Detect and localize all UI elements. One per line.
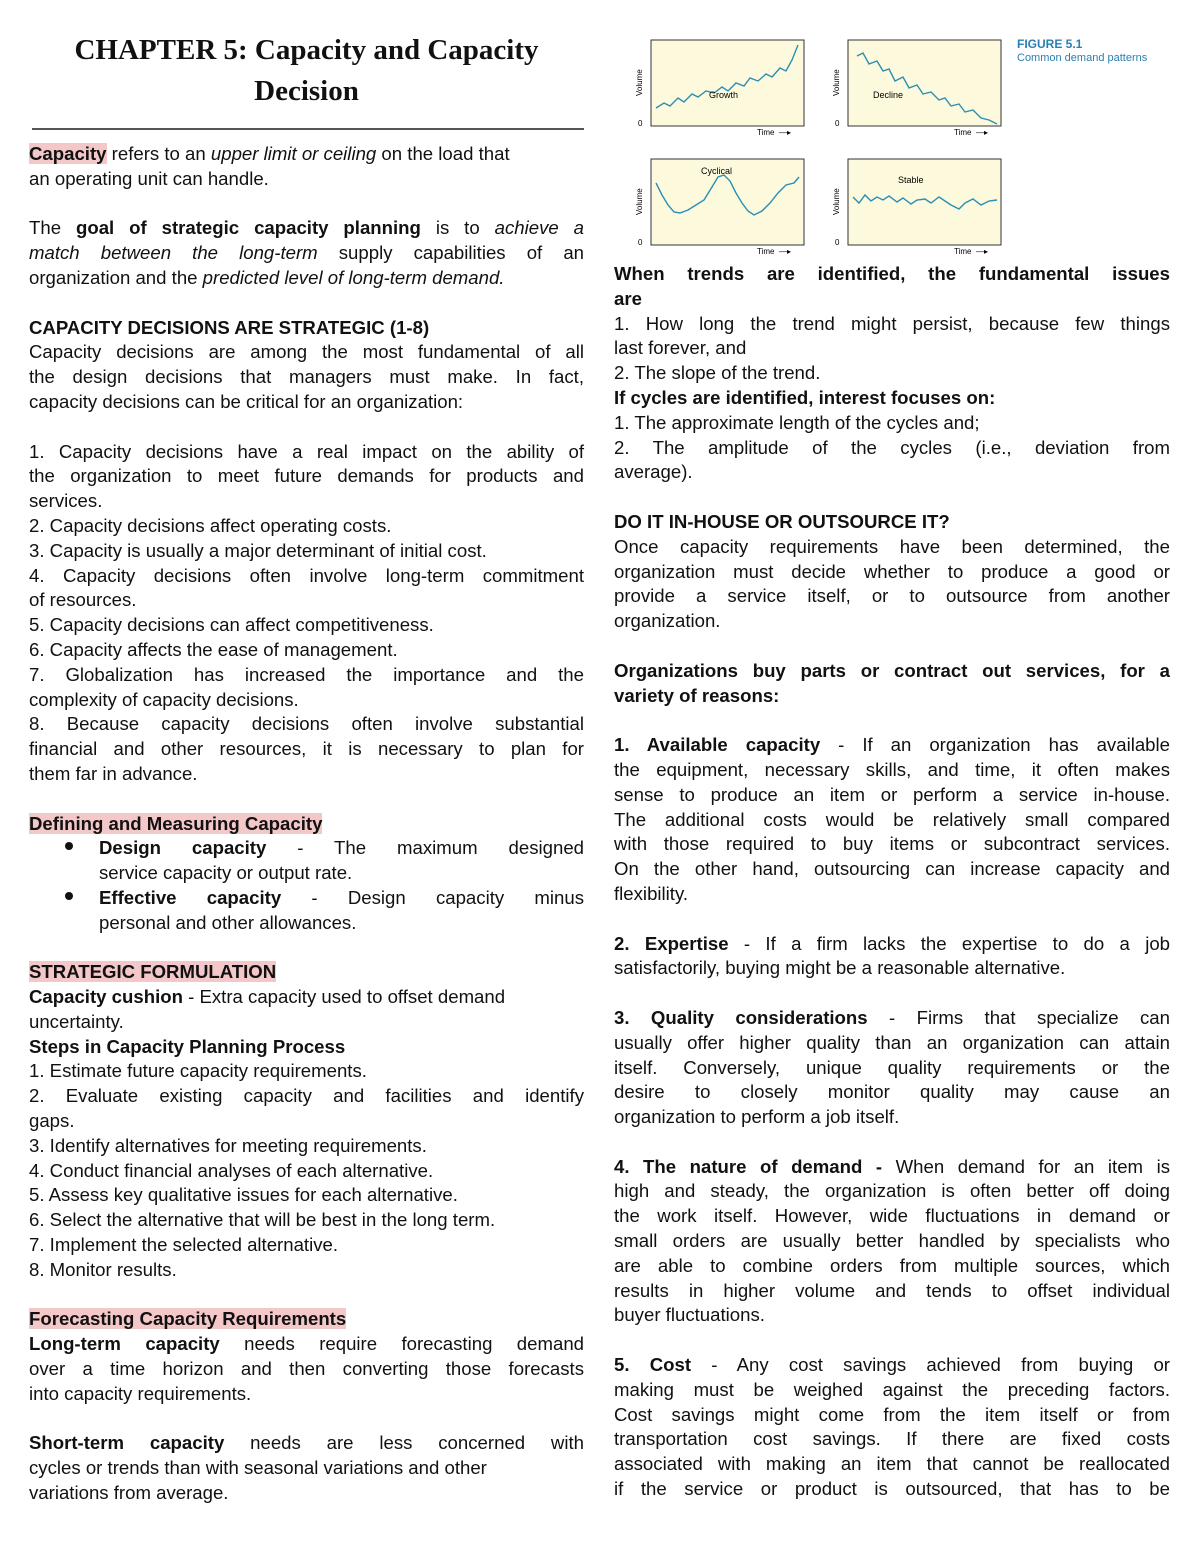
text-line: 1. How long the trend might persist, because few things <box>614 312 1170 334</box>
list-item: services. <box>29 490 103 512</box>
figure-caption <box>1017 38 1147 65</box>
capacity-definition <box>29 142 584 192</box>
list-item: gaps. <box>29 1110 75 1132</box>
x-axis-label: Time <box>757 128 775 136</box>
y-axis-label: Volume <box>635 69 644 96</box>
y-axis-label: Volume <box>832 69 841 96</box>
section-heading-formulation <box>29 960 584 985</box>
text-line: making must be weighed against the preceding factors. <box>614 1378 1170 1400</box>
origin-label: 0 <box>638 119 643 128</box>
chart-title: Decline <box>873 90 904 100</box>
text-line: is to <box>420 217 495 239</box>
list-item: 8. Because capacity decisions often involve substantial <box>29 713 584 735</box>
figure-demand-patterns <box>614 0 1170 262</box>
text-line: - If an organization has available <box>820 734 1170 756</box>
x-axis-label: Time <box>954 247 972 255</box>
text-line: 2. The amplitude of the cycles (i.e., deviation from <box>614 436 1170 458</box>
origin-label: 0 <box>835 238 840 247</box>
text-line: organization. <box>614 610 721 632</box>
text-line: When demand for an item is <box>882 1155 1170 1177</box>
text-line: are <box>614 287 642 309</box>
text-line: average). <box>614 461 693 483</box>
list-item: the organization to meet future demands for products and <box>29 465 584 487</box>
text-line: needs require forecasting demand <box>219 1333 584 1355</box>
page-title <box>29 30 584 112</box>
bullet-design-capacity <box>29 836 584 861</box>
figure-caption-text: Common demand patterns <box>1017 52 1148 64</box>
reason-cost <box>614 1353 1170 1502</box>
text-line: buyer fluctuations. <box>614 1304 765 1326</box>
text-line: Decision <box>254 75 359 107</box>
chart-title: Cyclical <box>701 166 733 176</box>
text-line: cycles or trends than with seasonal variations and other <box>29 1457 487 1479</box>
text-line: Steps in Capacity Planning Process <box>29 1035 346 1057</box>
list-item: 3. Identify alternatives for meeting requirements. <box>29 1134 427 1156</box>
text-line: 4. The nature of demand - <box>614 1155 883 1177</box>
text-line: Effective capacity <box>99 886 282 908</box>
text-line: organization and the <box>29 266 203 288</box>
origin-label: 0 <box>835 119 840 128</box>
section-heading-defining <box>29 812 584 837</box>
text-line: sense to produce an item or perform a service in-house. <box>614 783 1170 805</box>
text-line: STRATEGIC FORMULATION <box>29 961 277 983</box>
text-line: DO IT IN-HOUSE OR OUTSOURCE IT? <box>614 510 950 532</box>
reason-quality <box>614 1006 1170 1130</box>
text-line: satisfactorily, buying might be a reasonable alternative. <box>614 957 1066 979</box>
list-item: 7. Globalization has increased the importance and the <box>29 663 584 685</box>
chart-stable <box>831 155 1006 255</box>
text-line: 2. Expertise <box>614 932 729 954</box>
text-line: refers to an <box>106 143 211 164</box>
list-item: 5. Capacity decisions can affect competitiveness. <box>29 614 434 636</box>
text-line: CHAPTER 5: Capacity and Capacity <box>74 34 539 66</box>
list-item: complexity of capacity decisions. <box>29 688 299 710</box>
text-line: variety of reasons: <box>614 684 780 706</box>
figure-number: FIGURE 5.1 <box>1017 37 1083 51</box>
text-line: high and steady, the organization is often better off doing <box>614 1180 1170 1202</box>
text-line: associated with making an item that cannot be reallocated <box>614 1453 1170 1475</box>
trends-section <box>614 262 1170 386</box>
left-column <box>29 0 584 1506</box>
text-line: on the load that <box>376 143 510 164</box>
x-axis-label: Time <box>954 128 972 136</box>
text-line: goal of strategic capacity planning <box>75 217 421 239</box>
reason-nature-of-demand <box>614 1155 1170 1329</box>
capacity-decision-list <box>29 440 584 787</box>
capacity-cushion <box>29 985 584 1035</box>
text-line: flexibility. <box>614 882 689 904</box>
text-line: desire to closely monitor quality may cause an <box>614 1081 1170 1103</box>
long-term-capacity <box>29 1332 584 1406</box>
text-line: small orders are usually better handled by specialists who <box>614 1230 1170 1252</box>
text-line: Defining and Measuring Capacity <box>29 812 323 834</box>
text-line: over a time horizon and then converting those forecasts <box>29 1358 584 1380</box>
list-item: 6. Capacity affects the ease of management. <box>29 638 398 660</box>
bullet-icon <box>65 892 73 900</box>
chart-title: Stable <box>898 175 924 185</box>
text-line: The <box>29 217 76 239</box>
x-axis-arrow: —▸ <box>976 128 989 136</box>
list-item: 3. Capacity is usually a major determinant of initial cost. <box>29 539 487 561</box>
list-item: 7. Implement the selected alternative. <box>29 1234 339 1256</box>
list-item: 6. Select the alternative that will be best in the long term. <box>29 1209 496 1231</box>
cycles-section <box>614 386 1170 485</box>
list-item: them far in advance. <box>29 762 198 784</box>
origin-label: 0 <box>638 238 643 247</box>
text-line: itself. Conversely, unique quality requirements or the <box>614 1056 1170 1078</box>
list-item: 8. Monitor results. <box>29 1258 177 1280</box>
bullet-icon <box>65 842 73 850</box>
text-line: Forecasting Capacity Requirements <box>29 1308 347 1330</box>
list-item: 2. Capacity decisions affect operating costs. <box>29 514 392 536</box>
steps-list <box>29 1059 584 1282</box>
text-line: the equipment, necessary skills, and time, it often makes <box>614 758 1170 780</box>
text-line: upper limit or ceiling <box>210 143 377 164</box>
text-line: If cycles are identified, interest focuses on: <box>614 386 996 408</box>
reason-expertise <box>614 932 1170 982</box>
text-line: achieve a <box>494 217 585 239</box>
text-line: match between the long-term <box>29 242 318 264</box>
y-axis-label: Volume <box>832 188 841 215</box>
text-line: Capacity cushion <box>29 986 183 1008</box>
reason-available-capacity <box>614 733 1170 907</box>
text-line: 2. The slope of the trend. <box>614 362 821 384</box>
list-item: 4. Conduct financial analyses of each alternative. <box>29 1159 434 1181</box>
right-column <box>614 0 1170 1502</box>
text-line: Design capacity <box>99 837 267 859</box>
text-line: 3. Quality considerations <box>614 1006 868 1028</box>
text-line: Short-term capacity <box>29 1432 225 1454</box>
text-line: CAPACITY DECISIONS ARE STRATEGIC (1-8) <box>29 316 430 338</box>
chart-decline <box>831 36 1006 136</box>
text-line: are able to combine orders from multiple sources, which <box>614 1254 1170 1276</box>
short-term-capacity <box>29 1431 584 1505</box>
x-axis-label: Time <box>757 247 775 255</box>
text-line: organization to perform a job itself. <box>614 1106 900 1128</box>
text-line: variations from average. <box>29 1482 229 1504</box>
text-line: capacity decisions can be critical for an organization: <box>29 390 464 412</box>
text-line: Once capacity requirements have been determined, the <box>614 535 1170 557</box>
x-axis-arrow: —▸ <box>976 247 989 255</box>
text-line: organization must decide whether to produce a good or <box>614 560 1170 582</box>
text-line: last forever, and <box>614 337 747 359</box>
text-line: Long-term capacity <box>29 1333 220 1355</box>
chart-growth <box>634 36 809 136</box>
text-line: 1. Available capacity <box>614 734 821 756</box>
text-line: - The maximum designed <box>266 837 585 859</box>
text-line: the work itself. However, wide fluctuations in demand or <box>614 1205 1170 1227</box>
text-line: Organizations buy parts or contract out services, for a <box>614 659 1170 681</box>
reasons-heading <box>614 659 1170 709</box>
text-line: the design decisions that managers must make. In fact, <box>29 366 584 388</box>
text-line: provide a service itself, or to outsource from another <box>614 585 1170 607</box>
text-line: predicted level of long-term demand. <box>202 266 505 288</box>
list-item: 1. Capacity decisions have a real impact on the ability of <box>29 440 584 462</box>
text-line: if the service or product is outsourced, that has to be <box>614 1478 1170 1500</box>
text-line: On the other hand, outsourcing can increase capacity and <box>614 858 1170 880</box>
text-line: - Design capacity minus <box>281 886 585 908</box>
text-line: with those required to buy items or subcontract services. <box>614 833 1170 855</box>
text-line: service capacity or output rate. <box>99 862 353 884</box>
section-heading-strategic <box>29 316 584 341</box>
chart-cyclical <box>634 155 809 255</box>
text-line: - Firms that specialize can <box>867 1006 1170 1028</box>
y-axis-label: Volume <box>635 188 644 215</box>
chart-title: Growth <box>709 90 739 100</box>
text-line: Capacity <box>29 143 107 164</box>
text-line: Cost savings might come from the item itself or from <box>614 1403 1170 1425</box>
text-line: transportation cost savings. If there are fixed costs <box>614 1428 1170 1450</box>
chart-plot-area <box>848 40 1001 126</box>
text-line: an operating unit can handle. <box>29 167 269 189</box>
list-item: 5. Assess key qualitative issues for each alternative. <box>29 1184 458 1206</box>
capacity-bullets <box>29 836 584 935</box>
bullet-effective-capacity <box>29 886 584 911</box>
text-line: Capacity decisions are among the most fundamental of all <box>29 341 584 363</box>
x-axis-arrow: —▸ <box>779 128 792 136</box>
strategic-intro <box>29 340 584 414</box>
title-divider <box>32 128 584 130</box>
text-line: into capacity requirements. <box>29 1382 252 1404</box>
list-item: 1. Estimate future capacity requirements. <box>29 1060 367 1082</box>
text-line: The additional costs would be relatively small compared <box>614 808 1170 830</box>
list-item: of resources. <box>29 589 137 611</box>
chart-plot-area <box>651 40 804 126</box>
text-line: personal and other allowances. <box>99 911 357 933</box>
outsource-intro <box>614 535 1170 634</box>
section-heading-forecasting <box>29 1307 584 1332</box>
text-line: - Any cost savings achieved from buying or <box>691 1354 1170 1376</box>
text-line: - Extra capacity used to offset demand <box>182 986 506 1008</box>
steps-title <box>29 1035 584 1060</box>
text-line: When trends are identified, the fundamental issues <box>614 263 1170 284</box>
x-axis-arrow: —▸ <box>779 247 792 255</box>
text-line: - If a firm lacks the expertise to do a job <box>728 932 1171 954</box>
text-line: 1. The approximate length of the cycles and; <box>614 411 980 433</box>
text-line: supply capabilities of an <box>317 242 584 264</box>
text-line: results in higher volume and tends to offset individual <box>614 1279 1170 1301</box>
section-heading-outsource <box>614 510 1170 535</box>
list-item: financial and other resources, it is necessary to plan for <box>29 738 584 760</box>
text-line: usually offer higher quality than an organization can attain <box>614 1031 1170 1053</box>
list-item: 2. Evaluate existing capacity and facilities and identify <box>29 1085 584 1107</box>
text-line: needs are less concerned with <box>224 1432 584 1454</box>
text-line: 5. Cost <box>614 1354 692 1376</box>
text-line: uncertainty. <box>29 1010 124 1032</box>
list-item: 4. Capacity decisions often involve long-term commitment <box>29 564 584 586</box>
goal-paragraph <box>29 216 584 290</box>
